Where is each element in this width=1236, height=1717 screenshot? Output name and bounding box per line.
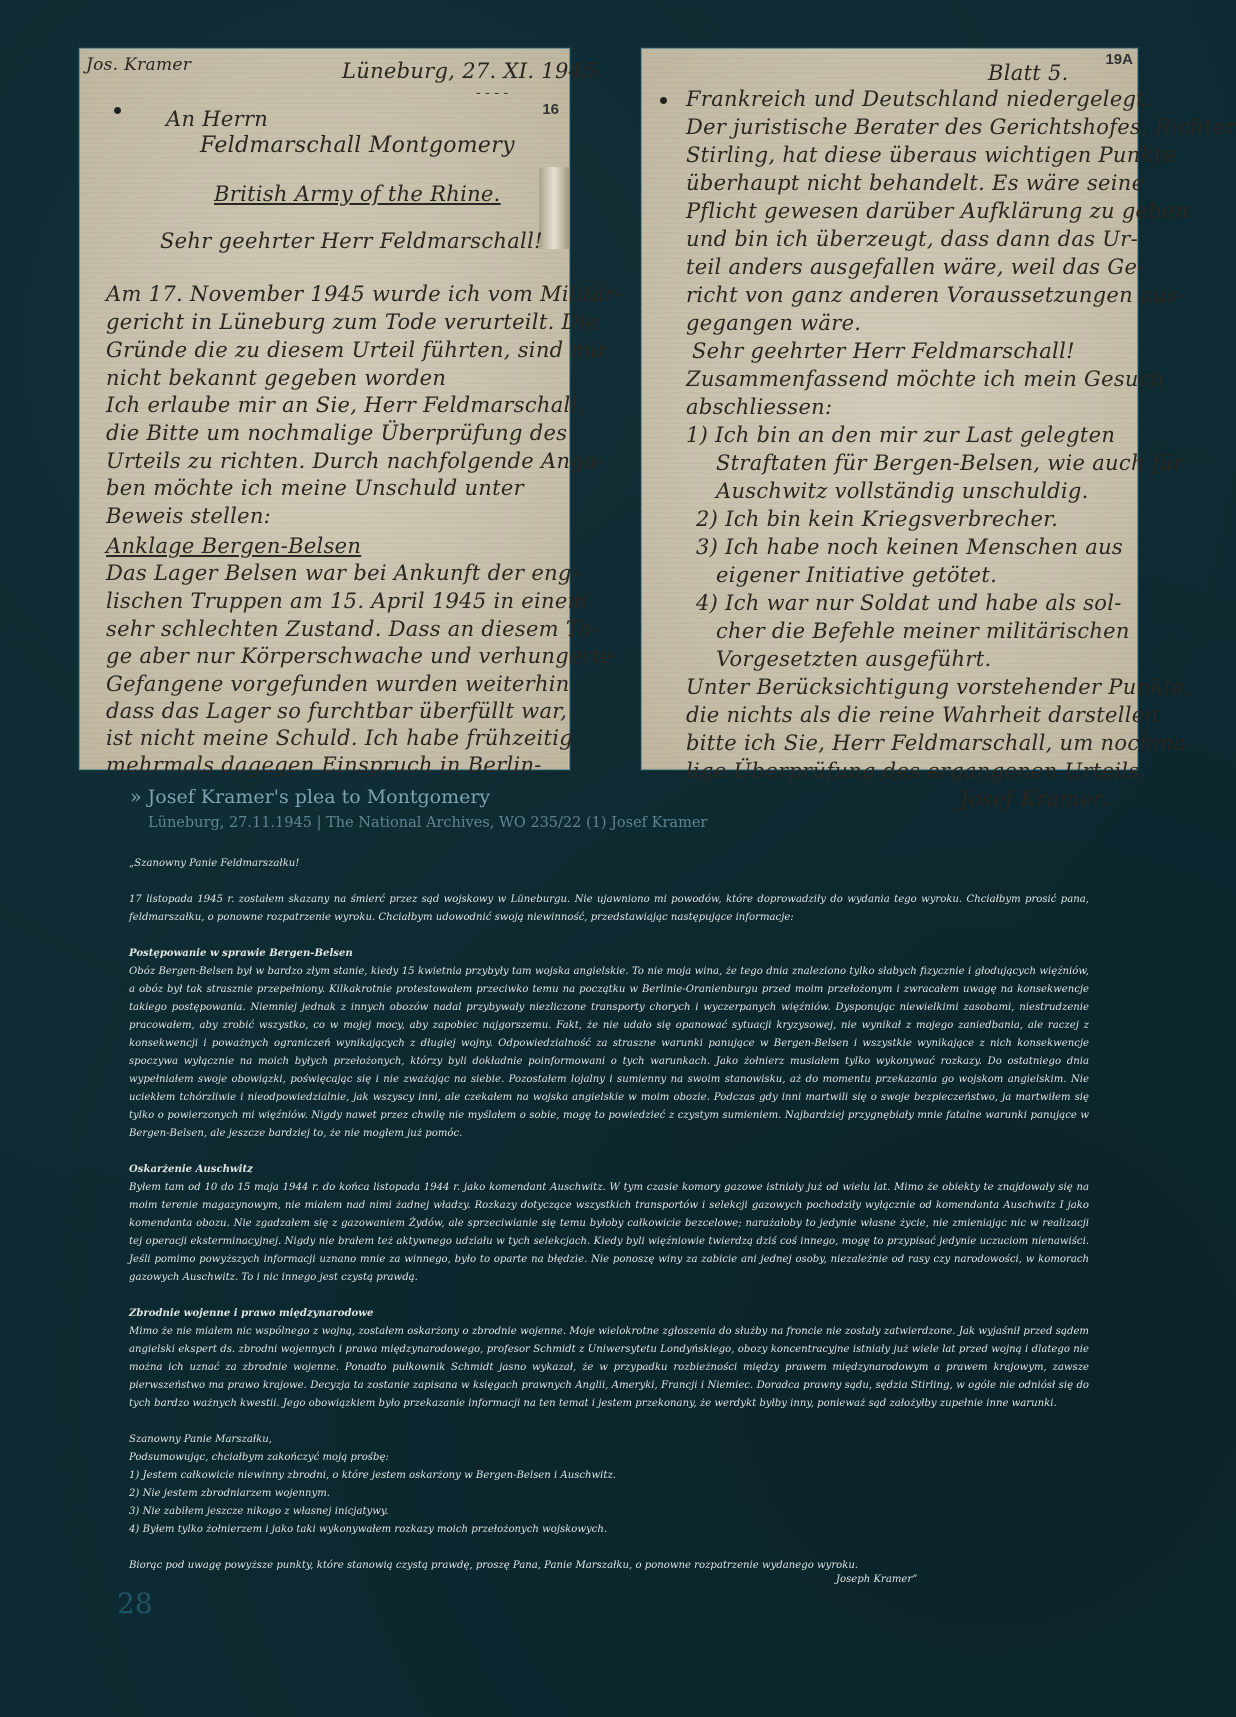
section-heading: Oskarżenie Auschwitz [129,1164,253,1175]
letter-line: lige Überprüfung des ergangenen Urteils. [686,759,1147,783]
intro-paragraph: 17 listopada 1945 r. zostałem skazany na śmierć przez sąd wojskowy w Lüneburgu. Nie ujawniono mi powodów, które doprowadziły do wydania tego wyroku. Chciałbym prosić pana, feldmarszałku, o ponowne rozpatrzenie wyroku. Chciałbym udowodnić swoją niewinność, przedstawiając następujące informacje: [129,894,1089,923]
letter-line: 2) Ich bin kein Kriegsverbrecher. [696,507,1059,531]
ink-dot [660,97,667,104]
translation-text [129,855,1089,1593]
letter-line: Das Lager Belsen war bei Ankunft der eng- [106,561,580,585]
ink-dot [114,107,121,114]
letter-line: Jos. Kramer [86,55,192,75]
letter-line: bitte ich Sie, Herr Feldmarschall, um nochma- [686,731,1194,755]
dash-mark: - - - - [476,85,509,101]
letter-line: Unter Berücksichtigung vorstehender Punkte, [686,675,1192,699]
page-number: 28 [117,1587,153,1620]
section [129,945,1089,1143]
letter-scan-right [641,48,1236,811]
closing-block [129,1431,1089,1539]
section [129,1305,1089,1413]
letter-line: gericht in Lüneburg zum Tode verurteilt. Die [106,310,599,334]
letter-line: Der juristische Berater des Gerichtshofes, Richter [686,115,1236,139]
letter-line: Am 17. November 1945 wurde ich vom Militär- [106,282,623,306]
letter-line: nicht bekannt gegeben worden [106,366,447,390]
letter-line: dass das Lager so furchtbar überfüllt war, [106,699,568,723]
letter-line: Gründe die zu diesem Urteil führten, sind mir [106,338,608,362]
letter-line: die nichts als die reine Wahrheit darstellen [686,703,1159,727]
closing-line: Szanowny Panie Marszałku, [129,1434,272,1445]
archive-page-marker: 19A [1105,51,1133,68]
section-text: Mimo że nie miałem nic wspólnego z wojną, zostałem oskarżony o zbrodnie wojenne. Moje wielokrotne zgłoszenia do służby na froncie nie zostały zatwierdzone. Jak wyjaśnił przed sądem angielski ekspert ds. zbrodni wojennych i prawa międzynarodowego, profesor Schmidt z Uniwersytetu Londyńskiego, obozy koncentracyjne istniały już wiele lat przed wojną i dlatego nie można ich uznać za zbrodnie wojenne. Ponadto pułkownik Schmidt jasno wykazał, że w przypadku rozbieżności między prawem międzynarodowym a prawem krajowym, zawsze pierwszeństwo ma prawo krajowe. Decyzja ta zostanie zapisana w księgach prawnych Anglii, Ameryki, Francji i Niemiec. Doradca prawny sądu, sędzia Stirling, w ogóle nie odniósł się do tych bardzo ważnych kwestii. Jego obowiązkiem było przekazanie informacji na ten temat i jestem przekonany, że werdykt byłby inny, ponieważ sąd założyłby zupełnie inne warunki. [129,1326,1089,1409]
letter-line: Stirling, hat diese überaus wichtigen Punkte [686,143,1176,167]
letter-line: 3) Ich habe noch keinen Menschen aus [696,535,1123,559]
letter-line: 1) Ich bin an den mir zur Last gelegten [686,423,1116,447]
closing-line: 4) Byłem tylko żołnierzem i jako taki wykonywałem rozkazy moich przełożonych wojskowych. [129,1524,608,1535]
paper-clip [539,167,569,249]
letter-line: Ich erlaube mir an Sie, Herr Feldmarschall, [106,393,585,417]
letter-line: Auschwitz vollständig unschuldig. [716,479,1089,503]
letter-line: Frankreich und Deutschland niedergelegt. [686,87,1153,111]
letter-line: ist nicht meine Schuld. Ich habe frühzeitig [106,726,574,750]
letter-line: Straftaten für Bergen-Belsen, wie auch für [716,451,1184,475]
section-text: Byłem tam od 10 do 15 maja 1944 r. do końca listopada 1944 r. jako komendant Auschwitz. W tym czasie komory gazowe istniały już od wielu lat. Mimo że obiekty te znajdowały się na moim terenie magazynowym, nie miałem nad nimi żadnej władzy. Rozkazy dotyczące wszystkich transportów i selekcji gazowych pochodziły wyłącznie od komendanta Auschwitz I jako komendanta obozu. Nie zgadzałem się z gazowaniem Żydów, ale sprzeciwianie się temu byłoby całkowicie bezcelowe; narażałoby to jedynie własne życie, nie zmieniając nic w realizacji tej operacji eksterminacyjnej. Nigdy nie brałem też aktywnego udziału w tych selekcjach. Kiedy byli więźniowie twierdzą dziś coś innego, mogę to przypisać jedynie uczuciom nienawiści. Jeśli pomimo powyższych informacji uznano mnie za winnego, było to oparte na błędzie. Nie ponoszę winy za zabicie ani jednej osoby, niezależnie od rasy czy narodowości, w komorach gazowych Auschwitz. To i nic innego jest czystą prawdą. [129,1182,1089,1283]
letter-line: eigener Initiative getötet. [716,563,998,587]
letter-line: Anklage Bergen-Belsen [106,534,362,558]
letter-line: Feldmarschall Montgomery [200,133,515,158]
section [129,1161,1089,1287]
letter-line: cher die Befehle meiner militärischen [716,619,1130,643]
letter-line: lischen Truppen am 15. April 1945 in einem [106,589,588,613]
salutation: „Szanowny Panie Feldmarszałku! [129,858,300,869]
letter-line: sehr schlechten Zustand. Dass an diesem Ta- [106,617,599,641]
closing-line: 1) Jestem całkowicie niewinny zbrodni, o które jestem oskarżony w Bergen-Belsen i Auschwitz. [129,1470,616,1481]
letter-line: Sehr geehrter Herr Feldmarschall! [160,229,543,253]
letter-line: gegangen wäre. [686,311,862,335]
letter-line: 4) Ich war nur Soldat und habe als sol- [696,591,1122,615]
section-heading: Zbrodnie wojenne i prawo międzynarodowe [129,1308,374,1319]
letter-line: mehrmals dagegen Einspruch in Berlin- [106,753,542,777]
archive-page-marker: 16 [542,101,559,118]
letter-line: ge aber nur Körperschwache und verhungerte [106,644,614,668]
letter-line: An Herrn [166,107,269,131]
section-text: Obóz Bergen-Belsen był w bardzo złym stanie, kiedy 15 kwietnia przybyły tam wojska angielskie. To nie moja wina, że tego dnia znaleziono tylko słabych fizycznie i głodujących więźniów, a obóz był tak strasznie przepełniony. Kilkakrotnie protestowałem przeciwko temu na początku w Berlinie-Oranienburgu przed moim przełożonym i zwracałem uwagę na konsekwencje takiego postępowania. Niemniej jednak z innych obozów nadal przybywały niezliczone transporty chorych i wyczerpanych więźniów. Dysponując niewielkimi zasobami, niestrudzenie pracowałem, aby zrobić wszystko, co w mojej mocy, aby zapobiec najgorszemu. Fakt, że nie udało się opanować sytuacji kryzysowej, nie wynikał z mojego zaniedbania, ale raczej z konsekwencji i poważnych ograniczeń wynikających z długiej wojny. Odpowiedzialność za straszne warunki panujące w Bergen-Belsen i wszystkie wynikające z nich konsekwencje spoczywa wyłącznie na moich byłych przełożonych, którzy byli dokładnie poinformowani o tych warunkach. Jako żołnierz musiałem tylko wykonywać rozkazy. Do ostatniego dnia wypełniałem swoje obowiązki, poświęcając się i nie zważając na siebie. Pozostałem lojalny i sumienny na swoim stanowisku, aż do momentu przekazania go wojskom angielskim. Nie uciekłem tchórzliwie i nieodpowiedzialnie, jak wszyscy inni, ale czekałem na wojska angielskie w moim obozie. Podczas gdy inni martwili się o swoje bezpieczeństwo, ja martwiłem się tylko o powierzonych mi więźniów. Nigdy nawet przez chwilę nie myślałem o sobie, mogę to powiedzieć z czystym sumieniem. Najbardziej przygnębiały mnie fatalne warunki panujące w Bergen-Belsen, ale jeszcze bardziej to, że nie mogłem już pomóc. [129,966,1089,1139]
letter-scan-left [79,48,623,777]
translation-signature: Joseph Kramer” [836,1574,918,1585]
closing-line: Podsumowując, chciałbym zakończyć moją prośbę: [129,1452,389,1463]
letter-line: Urteils zu richten. Durch nachfolgende Anga- [106,449,605,473]
letter-line: teil anders ausgefallen wäre, weil das Ge- [686,255,1145,279]
letter-line: überhaupt nicht behandelt. Es wäre seine [686,171,1145,195]
closing-line: 2) Nie jestem zbrodniarzem wojennym. [129,1488,330,1499]
letter-line: ben möchte ich meine Unschuld unter [106,476,524,500]
letter-line: Sehr geehrter Herr Feldmarschall! [692,339,1075,363]
final-request: Biorąc pod uwagę powyższe punkty, które stanowią czystą prawdę, proszę Pana, Panie Marszałku, o ponowne rozpatrzenie wydanego wyroku. [129,1560,859,1571]
letter-line: Beweis stellen: [106,504,272,528]
caption-subtitle: Lüneburg, 27.11.1945 | The National Archives, WO 235/22 (1) Josef Kramer [148,815,708,831]
letter-line: und bin ich überzeugt, dass dann das Ur- [686,227,1139,251]
letter-line: die Bitte um nochmalige Überprüfung des [106,421,568,445]
letter-line: Zusammenfassend möchte ich mein Gesuch [686,367,1165,391]
letter-line: Pflicht gewesen darüber Aufklärung zu geben [686,199,1189,223]
closing-line: 3) Nie zabiłem jeszcze nikogo z własnej inicjatywy. [129,1506,389,1517]
letter-line: richt von ganz anderen Voraussetzungen aus- [686,283,1186,307]
letter-line: Blatt 5. [988,61,1069,85]
section-heading: Postępowanie w sprawie Bergen-Belsen [129,948,353,959]
letter-line: British Army of the Rhine. [214,182,501,206]
letter-line: Lüneburg, 27. XI. 1945. [342,59,603,83]
letter-line: abschliessen: [686,395,833,419]
letter-line: Vorgesetzten ausgeführt. [716,647,992,671]
caption-title: » Josef Kramer's plea to Montgomery [130,786,491,808]
letter-signature: Josef Kramer. [960,787,1108,811]
letter-line: Gefangene vorgefunden wurden weiterhin [106,672,570,696]
